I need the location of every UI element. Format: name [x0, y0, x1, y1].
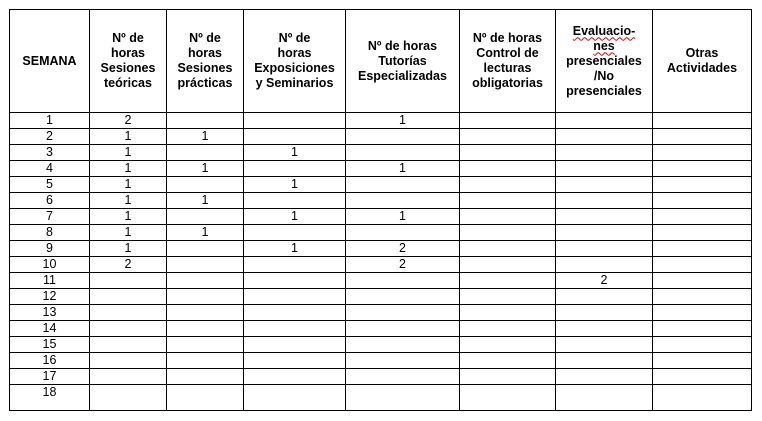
cell-otras	[653, 161, 752, 177]
table-row	[10, 289, 752, 305]
weekly-hours-table	[9, 9, 752, 411]
cell-tutorias	[346, 273, 460, 289]
cell-practicas	[167, 241, 244, 257]
cell-exposiciones: 1	[244, 209, 346, 225]
table-row	[10, 273, 752, 289]
cell-teoricas: 1	[90, 209, 167, 225]
cell-teoricas	[90, 289, 167, 305]
cell-teoricas	[90, 273, 167, 289]
cell-practicas	[167, 353, 244, 369]
cell-lecturas	[460, 113, 556, 129]
table-row	[10, 161, 752, 177]
cell-exposiciones: 1	[244, 177, 346, 193]
cell-practicas	[167, 209, 244, 225]
cell-semana: 8	[10, 225, 90, 241]
cell-practicas	[167, 257, 244, 273]
cell-semana: 18	[10, 385, 90, 411]
cell-otras	[653, 145, 752, 161]
table-row	[10, 321, 752, 337]
cell-practicas	[167, 385, 244, 411]
cell-lecturas	[460, 209, 556, 225]
cell-practicas	[167, 113, 244, 129]
cell-exposiciones	[244, 385, 346, 411]
cell-exposiciones	[244, 305, 346, 321]
cell-practicas	[167, 321, 244, 337]
cell-exposiciones	[244, 273, 346, 289]
header-sesiones-teoricas: Nº de horas Sesiones teóricas	[90, 10, 167, 113]
cell-practicas: 1	[167, 129, 244, 145]
cell-evaluaciones	[556, 289, 653, 305]
cell-exposiciones: 1	[244, 145, 346, 161]
cell-teoricas: 1	[90, 177, 167, 193]
cell-semana: 14	[10, 321, 90, 337]
table-row	[10, 385, 752, 411]
cell-evaluaciones	[556, 241, 653, 257]
cell-lecturas	[460, 177, 556, 193]
cell-teoricas	[90, 337, 167, 353]
cell-teoricas	[90, 353, 167, 369]
cell-exposiciones	[244, 289, 346, 305]
cell-exposiciones: 1	[244, 241, 346, 257]
header-tutorias-especializadas: Nº de horas Tutorías Especializadas	[346, 10, 460, 113]
cell-semana: 3	[10, 145, 90, 161]
cell-teoricas: 1	[90, 225, 167, 241]
cell-exposiciones	[244, 225, 346, 241]
cell-semana: 15	[10, 337, 90, 353]
cell-teoricas	[90, 369, 167, 385]
cell-teoricas	[90, 321, 167, 337]
cell-otras	[653, 177, 752, 193]
cell-exposiciones	[244, 193, 346, 209]
cell-teoricas: 1	[90, 145, 167, 161]
cell-evaluaciones	[556, 353, 653, 369]
cell-lecturas	[460, 193, 556, 209]
cell-lecturas	[460, 321, 556, 337]
cell-otras	[653, 129, 752, 145]
cell-evaluaciones	[556, 305, 653, 321]
cell-semana: 13	[10, 305, 90, 321]
cell-tutorias	[346, 321, 460, 337]
cell-exposiciones	[244, 353, 346, 369]
cell-evaluaciones	[556, 321, 653, 337]
cell-practicas	[167, 145, 244, 161]
header-semana: SEMANA	[10, 10, 90, 113]
cell-lecturas	[460, 289, 556, 305]
cell-practicas: 1	[167, 161, 244, 177]
cell-otras	[653, 321, 752, 337]
cell-lecturas	[460, 241, 556, 257]
cell-tutorias: 1	[346, 209, 460, 225]
table-row	[10, 225, 752, 241]
cell-semana: 4	[10, 161, 90, 177]
cell-tutorias: 1	[346, 161, 460, 177]
cell-otras	[653, 385, 752, 411]
cell-semana: 1	[10, 113, 90, 129]
cell-practicas	[167, 369, 244, 385]
cell-semana: 2	[10, 129, 90, 145]
cell-otras	[653, 241, 752, 257]
header-control-lecturas: Nº de horas Control de lecturas obligatorias	[460, 10, 556, 113]
table-body	[10, 113, 752, 411]
cell-semana: 12	[10, 289, 90, 305]
cell-teoricas	[90, 305, 167, 321]
cell-otras	[653, 289, 752, 305]
cell-semana: 11	[10, 273, 90, 289]
cell-practicas	[167, 177, 244, 193]
cell-tutorias	[346, 305, 460, 321]
table-row	[10, 305, 752, 321]
cell-tutorias	[346, 369, 460, 385]
table-row	[10, 177, 752, 193]
cell-tutorias	[346, 145, 460, 161]
cell-exposiciones	[244, 369, 346, 385]
cell-teoricas: 2	[90, 257, 167, 273]
cell-evaluaciones	[556, 257, 653, 273]
table-row	[10, 257, 752, 273]
table-row	[10, 241, 752, 257]
cell-evaluaciones	[556, 369, 653, 385]
table-row	[10, 353, 752, 369]
header-otras-actividades: Otras Actividades	[653, 10, 752, 113]
cell-exposiciones	[244, 337, 346, 353]
cell-evaluaciones	[556, 177, 653, 193]
cell-practicas	[167, 305, 244, 321]
cell-evaluaciones	[556, 113, 653, 129]
table-row	[10, 369, 752, 385]
cell-evaluaciones	[556, 209, 653, 225]
cell-tutorias	[346, 177, 460, 193]
cell-lecturas	[460, 273, 556, 289]
cell-semana: 9	[10, 241, 90, 257]
table-header-row	[10, 10, 752, 113]
cell-evaluaciones	[556, 129, 653, 145]
cell-tutorias	[346, 353, 460, 369]
cell-lecturas	[460, 129, 556, 145]
cell-exposiciones	[244, 113, 346, 129]
header-sesiones-practicas: Nº de horas Sesiones prácticas	[167, 10, 244, 113]
cell-otras	[653, 225, 752, 241]
cell-teoricas: 1	[90, 193, 167, 209]
table-row	[10, 337, 752, 353]
cell-tutorias: 2	[346, 241, 460, 257]
cell-lecturas	[460, 353, 556, 369]
spellcheck-underlined-text: Evaluacio- nes	[572, 23, 636, 53]
cell-lecturas	[460, 337, 556, 353]
cell-otras	[653, 209, 752, 225]
cell-tutorias	[346, 289, 460, 305]
cell-exposiciones	[244, 161, 346, 177]
cell-practicas: 1	[167, 225, 244, 241]
cell-teoricas: 1	[90, 241, 167, 257]
cell-tutorias: 1	[346, 113, 460, 129]
cell-lecturas	[460, 369, 556, 385]
cell-teoricas	[90, 385, 167, 411]
table-row	[10, 209, 752, 225]
cell-lecturas	[460, 385, 556, 411]
cell-tutorias	[346, 385, 460, 411]
cell-semana: 5	[10, 177, 90, 193]
cell-otras	[653, 305, 752, 321]
cell-otras	[653, 273, 752, 289]
cell-lecturas	[460, 305, 556, 321]
cell-practicas	[167, 273, 244, 289]
cell-evaluaciones: 2	[556, 273, 653, 289]
table-row	[10, 129, 752, 145]
cell-semana: 6	[10, 193, 90, 209]
cell-otras	[653, 337, 752, 353]
cell-otras	[653, 193, 752, 209]
cell-otras	[653, 257, 752, 273]
cell-evaluaciones	[556, 337, 653, 353]
cell-semana: 17	[10, 369, 90, 385]
cell-otras	[653, 353, 752, 369]
header-exposiciones-seminarios: Nº de horas Exposiciones y Seminarios	[244, 10, 346, 113]
table-row	[10, 113, 752, 129]
cell-lecturas	[460, 161, 556, 177]
table-row	[10, 145, 752, 161]
cell-evaluaciones	[556, 193, 653, 209]
cell-tutorias	[346, 193, 460, 209]
cell-semana: 10	[10, 257, 90, 273]
cell-tutorias	[346, 337, 460, 353]
cell-otras	[653, 113, 752, 129]
cell-otras	[653, 369, 752, 385]
cell-practicas	[167, 337, 244, 353]
cell-evaluaciones	[556, 145, 653, 161]
cell-semana: 7	[10, 209, 90, 225]
cell-evaluaciones	[556, 161, 653, 177]
cell-practicas: 1	[167, 193, 244, 209]
cell-tutorias	[346, 225, 460, 241]
cell-lecturas	[460, 145, 556, 161]
cell-tutorias	[346, 129, 460, 145]
cell-exposiciones	[244, 129, 346, 145]
cell-teoricas: 1	[90, 161, 167, 177]
table-row	[10, 193, 752, 209]
cell-tutorias: 2	[346, 257, 460, 273]
cell-evaluaciones	[556, 385, 653, 411]
header-evaluaciones: Evaluacio- nes presenciales /No presenciales	[556, 10, 653, 113]
cell-practicas	[167, 289, 244, 305]
cell-exposiciones	[244, 257, 346, 273]
cell-lecturas	[460, 225, 556, 241]
cell-exposiciones	[244, 321, 346, 337]
cell-teoricas: 2	[90, 113, 167, 129]
cell-teoricas: 1	[90, 129, 167, 145]
cell-evaluaciones	[556, 225, 653, 241]
cell-lecturas	[460, 257, 556, 273]
cell-semana: 16	[10, 353, 90, 369]
